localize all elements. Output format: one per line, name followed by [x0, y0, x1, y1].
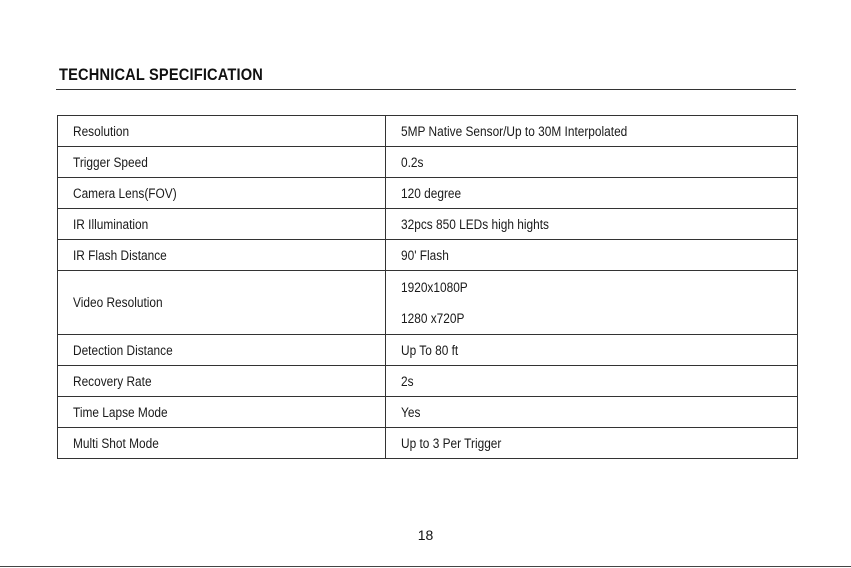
table-row [58, 271, 798, 335]
table-row [58, 147, 798, 178]
spec-label: IR Illumination [58, 209, 386, 240]
title-divider [56, 89, 796, 90]
spec-label: Video Resolution [58, 271, 386, 335]
spec-value: 120 degree [386, 178, 798, 209]
table-row [58, 209, 798, 240]
table-row [58, 366, 798, 397]
page-title: TECHNICAL SPECIFICATION [59, 65, 264, 84]
spec-value: 5MP Native Sensor/Up to 30M Interpolated [386, 116, 798, 147]
table-row [58, 178, 798, 209]
spec-label: Multi Shot Mode [58, 428, 386, 459]
bottom-divider [0, 566, 851, 567]
table-row [58, 397, 798, 428]
spec-value: Yes [386, 397, 798, 428]
spec-value: 1920x1080P 1280 x720P [386, 271, 798, 335]
spec-label: Time Lapse Mode [58, 397, 386, 428]
spec-table [57, 115, 798, 459]
table-row [58, 240, 798, 271]
spec-value: 2s [386, 366, 798, 397]
spec-value: 32pcs 850 LEDs high hights [386, 209, 798, 240]
table-row [58, 116, 798, 147]
table-row [58, 428, 798, 459]
spec-label: Camera Lens(FOV) [58, 178, 386, 209]
spec-label: IR Flash Distance [58, 240, 386, 271]
spec-label: Resolution [58, 116, 386, 147]
spec-value: Up To 80 ft [386, 335, 798, 366]
spec-label: Trigger Speed [58, 147, 386, 178]
table-row [58, 335, 798, 366]
spec-label: Recovery Rate [58, 366, 386, 397]
spec-value: 0.2s [386, 147, 798, 178]
spec-value: Up to 3 Per Trigger [386, 428, 798, 459]
spec-label: Detection Distance [58, 335, 386, 366]
spec-value: 90' Flash [386, 240, 798, 271]
page-number: 18 [417, 527, 434, 543]
